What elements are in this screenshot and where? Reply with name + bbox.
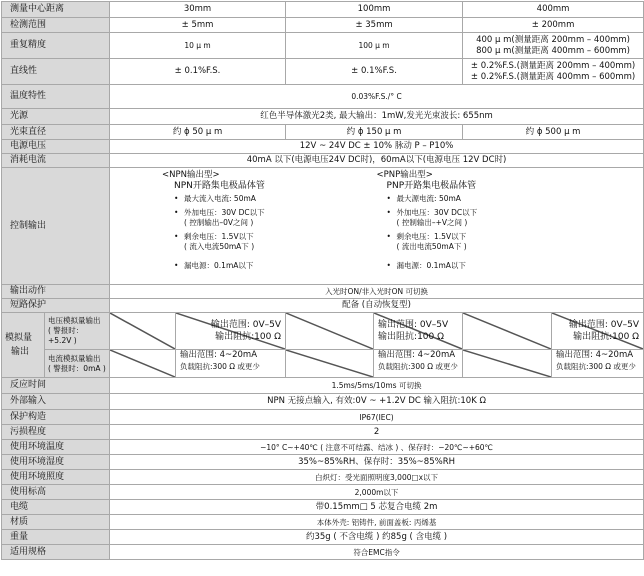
pnp-bullet-3: [387, 232, 644, 252]
label-protection: 保护构造: [2, 410, 110, 425]
label-material: 材质: [2, 515, 110, 530]
label-short-circuit: 短路保护: [2, 299, 110, 313]
voltage-range-3: 输出范围: 0V–5V: [568, 320, 640, 330]
row-response-time: [2, 378, 644, 394]
value-100mm: 100mm: [286, 2, 463, 18]
pnp-title: PNP开路集电极晶体管: [386, 181, 477, 191]
current-range-3: 输出范围: 4~20mA: [556, 350, 634, 360]
label-current-a: 电流模拟量输出: [48, 353, 101, 363]
npn-title: NPN开路集电极晶体管: [174, 181, 265, 191]
pnp-b2-note: ( 控制输出–+V之间 ): [396, 218, 468, 227]
value-linear-3: [463, 59, 644, 85]
value-400mm: 400mm: [463, 2, 644, 18]
pnp-bullet-2: [387, 208, 644, 228]
row-analog-voltage: [2, 313, 644, 350]
diag-cell: [110, 313, 176, 350]
voltage-cell-3: [552, 313, 644, 350]
label-altitude: 使用标高: [2, 485, 110, 500]
voltage-impedance-3: 输出阻抗:100 Ω: [573, 332, 640, 342]
pnp-b3-note: ( 流出电流50mA下 ): [396, 242, 467, 251]
row-repeatability: [2, 33, 644, 59]
value-linear-3b: ± 0.2%F.S.(测量距离 400mm – 600mm): [470, 71, 636, 82]
row-material: [2, 515, 644, 530]
npn-b2-note: ( 控制输出–0V之间 ): [184, 218, 254, 227]
label-detect-range: 检测范围: [2, 18, 110, 33]
row-ambient-light: [2, 470, 644, 485]
label-linearity: 直线性: [2, 59, 110, 85]
value-repeat-3: [463, 33, 644, 59]
label-current-b: ( 警报时：0mA ): [48, 363, 106, 373]
value-range-1: ± 5mm: [110, 18, 286, 33]
value-ambient-humidity: 35%~85%RH、保存时：35%~85%RH: [110, 455, 644, 470]
current-cell-1: [176, 350, 286, 378]
value-pollution: 2: [110, 425, 644, 440]
value-beam-2: 约 ϕ 150 μ m: [286, 125, 463, 140]
label-output-action: 输出动作: [2, 285, 110, 299]
diag-cell: [110, 350, 176, 378]
value-output-action: 入光时ON/非入光时ON 可切换: [110, 285, 644, 299]
pnp-b3-text: 剩余电压：1.5V以下: [396, 232, 467, 241]
npn-b3-note: ( 流入电流50mA下 ): [184, 242, 255, 251]
label-supply-voltage: 电源电压: [2, 140, 110, 154]
row-current: [2, 154, 644, 168]
diag-cell: [286, 313, 374, 350]
label-current-analog: [45, 350, 110, 378]
npn-bullet-4: [174, 261, 377, 271]
label-external-input: 外部输入: [2, 394, 110, 410]
pnp-b1-text: 最大源电流: 50mA: [396, 194, 461, 203]
voltage-range-2: 输出范围: 0V–5V: [378, 320, 449, 330]
npn-b2-text: 外加电压：30V DC以下: [184, 208, 265, 217]
npn-bullet-2: [174, 208, 377, 228]
label-response-time: 反应时间: [2, 378, 110, 394]
row-weight: [2, 530, 644, 545]
row-supply-voltage: [2, 140, 644, 154]
current-load-3: 负载阻抗:300 Ω 或更少: [556, 362, 636, 371]
pnp-b4-text: 漏电源：0.1mA以下: [396, 261, 466, 270]
row-cable: [2, 500, 644, 515]
value-standard: 符合EMC指令: [110, 545, 644, 560]
row-short-circuit: [2, 299, 644, 313]
row-light-source: [2, 109, 644, 125]
value-range-2: ± 35mm: [286, 18, 463, 33]
label-repeatability: 重复精度: [2, 33, 110, 59]
value-repeat-2: 100 μ m: [286, 33, 463, 59]
row-temperature: [2, 85, 644, 109]
npn-block: [110, 170, 377, 271]
current-load-2: 负载阻抗:300 Ω 或更少: [378, 362, 458, 371]
value-beam-1: 约 ϕ 50 μ m: [110, 125, 286, 140]
value-repeat-3b: 800 μ m(测量距离 400mm – 600mm): [476, 45, 630, 56]
diag-cell: [286, 350, 374, 378]
value-beam-3: 约 ϕ 500 μ m: [463, 125, 644, 140]
diag-cell: [463, 313, 552, 350]
value-ambient-temp: −10° C~+40℃ ( 注意不可结露、结冰 ) 、保存时：−20℃~+60℃: [110, 440, 644, 455]
row-output-action: [2, 285, 644, 299]
label-ambient-temp: 使用环境温度: [2, 440, 110, 455]
control-output-cell: [110, 168, 644, 285]
spec-table: [1, 1, 644, 560]
row-beam-diameter: [2, 125, 644, 140]
label-voltage-b: ( 警报时：+5.2V ): [48, 326, 84, 345]
value-30mm: 30mm: [110, 2, 286, 18]
current-cell-2: [374, 350, 463, 378]
row-measure-center: [2, 2, 644, 18]
row-control-output: [2, 168, 644, 285]
label-weight: 重量: [2, 530, 110, 545]
label-standard: 适用规格: [2, 545, 110, 560]
value-temperature: 0.03%F.S./° C: [110, 85, 644, 109]
current-load-1: 负载阻抗:300 Ω 或更少: [180, 362, 260, 371]
label-cable: 电缆: [2, 500, 110, 515]
pnp-head: <PNP输出型>: [376, 170, 433, 180]
pnp-bullet-1: [387, 194, 644, 204]
row-external-input: [2, 394, 644, 410]
label-pollution: 污损程度: [2, 425, 110, 440]
value-linear-2: ± 0.1%F.S.: [286, 59, 463, 85]
current-cell-3: [552, 350, 644, 378]
label-ambient-light: 使用环境照度: [2, 470, 110, 485]
label-voltage-a: 电压模拟量输出: [48, 316, 101, 325]
value-material: 本体外壳: 铝铸件, 前面盖板: 丙烯基: [110, 515, 644, 530]
value-external-input: NPN 无接点输入, 有效:0V ~ +1.2V DC 输入阻抗:10K Ω: [110, 394, 644, 410]
npn-head: <NPN输出型>: [162, 170, 220, 180]
label-analog-b: 输出: [11, 347, 30, 357]
value-range-3: ± 200mm: [463, 18, 644, 33]
value-supply-voltage: 12V ~ 24V DC ± 10% 脉动 P – P10%: [110, 140, 644, 154]
label-beam-diameter: 光束直径: [2, 125, 110, 140]
pnp-block: [377, 170, 644, 271]
value-current: 40mA 以下(电源电压24V DC时)，60mA以下(电源电压 12V DC时): [110, 154, 644, 168]
voltage-impedance-2: 输出阻抗:100 Ω: [378, 332, 444, 342]
pnp-b2-text: 外加电压：30V DC以下: [396, 208, 478, 217]
row-linearity: [2, 59, 644, 85]
value-linear-1: ± 0.1%F.S.: [110, 59, 286, 85]
label-ambient-humidity: 使用环境湿度: [2, 455, 110, 470]
voltage-range-1: 输出范围: 0V–5V: [210, 320, 282, 330]
row-analog-current: [2, 350, 644, 378]
row-ambient-humidity: [2, 455, 644, 470]
row-pollution: [2, 425, 644, 440]
label-current: 消耗电流: [2, 154, 110, 168]
value-ambient-light: 白炽灯：受光面照明度3,000□x以下: [110, 470, 644, 485]
diag-cell: [463, 350, 552, 378]
row-detect-range: [2, 18, 644, 33]
value-short-circuit: 配备 (自动恢复型): [110, 299, 644, 313]
label-light-source: 光源: [2, 109, 110, 125]
label-voltage-analog: [45, 313, 110, 350]
label-temperature: 温度特性: [2, 85, 110, 109]
current-range-1: 输出范围: 4~20mA: [180, 350, 258, 360]
value-repeat-3a: 400 μ m(测量距离 200mm – 400mm): [476, 34, 630, 45]
value-response-time: 1.5ms/5ms/10ms 可切换: [110, 378, 644, 394]
row-standard: [2, 545, 644, 560]
value-light-source: 红色半导体激光2类, 最大输出：1mW,发光光束波长: 655nm: [110, 109, 644, 125]
value-protection: IP67(IEC): [110, 410, 644, 425]
npn-bullet-1: [174, 194, 377, 204]
npn-b1-text: 最大流入电流: 50mA: [184, 194, 256, 203]
value-weight: 约35g ( 不含电缆 ) 约85g ( 含电缆 ): [110, 530, 644, 545]
npn-b4-text: 漏电源：0.1mA以下: [184, 261, 254, 270]
npn-bullet-3: [174, 232, 377, 252]
voltage-impedance-1: 输出阻抗:100 Ω: [215, 332, 282, 342]
value-altitude: 2,000m以下: [110, 485, 644, 500]
label-measure-center: 测量中心距离: [2, 2, 110, 18]
value-repeat-1: 10 μ m: [110, 33, 286, 59]
row-ambient-temp: [2, 440, 644, 455]
label-control-output: 控制输出: [2, 168, 110, 285]
voltage-cell-1: [176, 313, 286, 350]
row-protection: [2, 410, 644, 425]
label-analog: [2, 313, 45, 378]
npn-b3-text: 剩余电压：1.5V以下: [184, 232, 254, 241]
label-analog-a: 模拟量: [5, 333, 33, 343]
row-altitude: [2, 485, 644, 500]
value-linear-3a: ± 0.2%F.S.(测量距离 200mm – 400mm): [470, 60, 636, 71]
current-range-2: 输出范围: 4~20mA: [378, 350, 456, 360]
value-cable: 带0.15mm□ 5 芯复合电缆 2m: [110, 500, 644, 515]
pnp-bullet-4: [387, 261, 644, 271]
voltage-cell-2: [374, 313, 463, 350]
